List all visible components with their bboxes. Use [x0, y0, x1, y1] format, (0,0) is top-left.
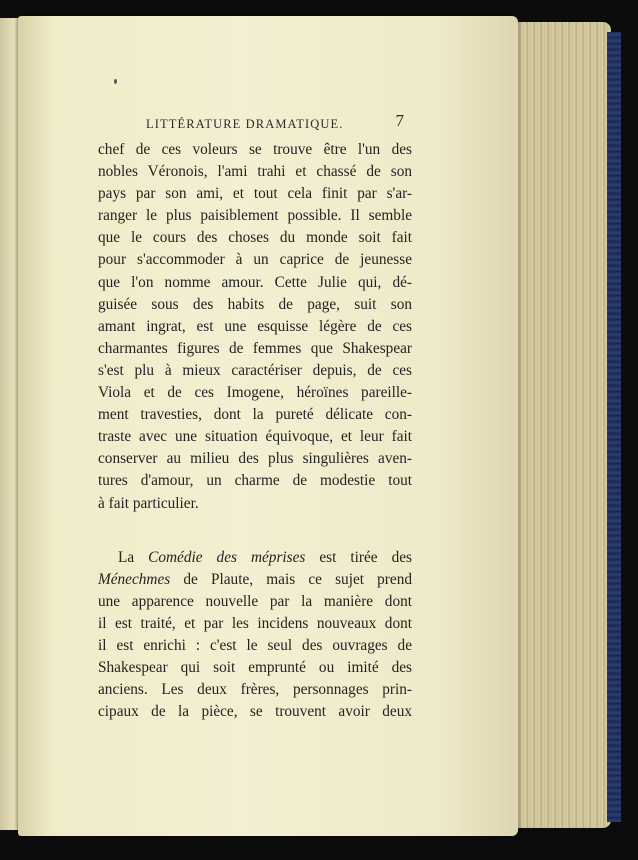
- text-run: La: [118, 548, 149, 566]
- text-line: tures d'amour, un charme de modestie tout: [98, 472, 412, 490]
- ink-speck: [114, 79, 117, 84]
- paragraph-gap: [98, 515, 412, 547]
- text-line: que l'on nomme amour. Cette Julie qui, dé-: [98, 273, 412, 291]
- text-run: de Plaute, mais ce sujet prend: [170, 570, 412, 588]
- running-title: LITTÉRATURE DRAMATIQUE.: [146, 117, 344, 131]
- title-italic: Comédie des méprises: [148, 548, 306, 566]
- text-run: est tirée des: [305, 548, 412, 566]
- text-line: cipaux de la pièce, se trouvent avoir deux: [98, 703, 412, 721]
- text-line: [98, 569, 412, 591]
- text-line: il est enrichi : c'est le seul des ouvrages de: [98, 636, 412, 654]
- text-line: charmantes figures de femmes que Shakespear: [98, 339, 412, 357]
- text-line: Viola et de ces Imogene, héroïnes pareille-: [98, 384, 412, 402]
- title-italic: Ménechmes: [98, 570, 171, 588]
- text-line: une apparence nouvelle par la manière dont: [98, 592, 412, 610]
- page-number: 7: [395, 111, 404, 130]
- book-fore-edge: [515, 22, 611, 828]
- text-line: anciens. Les deux frères, personnages prin-: [98, 681, 412, 699]
- paragraph-2: [98, 547, 412, 724]
- text-line: à fait particulier.: [98, 494, 199, 512]
- text-line: nobles Véronois, l'ami trahi et chassé de son: [98, 163, 412, 181]
- text-line: conserver au milieu des plus singulières aven-: [98, 450, 412, 468]
- text-line: que le cours des choses du monde soit fait: [98, 229, 412, 247]
- running-head: [146, 111, 406, 135]
- text-line: ment travesties, dont la pureté délicate con-: [98, 406, 412, 424]
- text-line: il est traité, et par les incidens nouveaux dont: [98, 614, 412, 632]
- text-line: amant ingrat, est une esquisse légère de ces: [98, 317, 412, 335]
- text-line: ranger le plus paisiblement possible. Il semble: [98, 207, 412, 225]
- text-line: s'est plu à mieux caractériser depuis, de ces: [98, 361, 412, 379]
- text-line: guisée sous des habits de page, suit son: [98, 295, 412, 313]
- text-line: Shakespear qui soit emprunté ou imité des: [98, 659, 412, 677]
- body-text: [98, 139, 412, 723]
- text-line: traste avec une situation équivoque, et leur fait: [98, 428, 412, 446]
- text-line: pour s'accommoder à un caprice de jeunesse: [98, 251, 412, 269]
- text-line: pays par son ami, et tout cela finit par s'ar-: [98, 185, 412, 203]
- text-line: [98, 547, 412, 569]
- text-line: chef de ces voleurs se trouve être l'un des: [98, 141, 412, 158]
- paragraph-1: [98, 139, 412, 515]
